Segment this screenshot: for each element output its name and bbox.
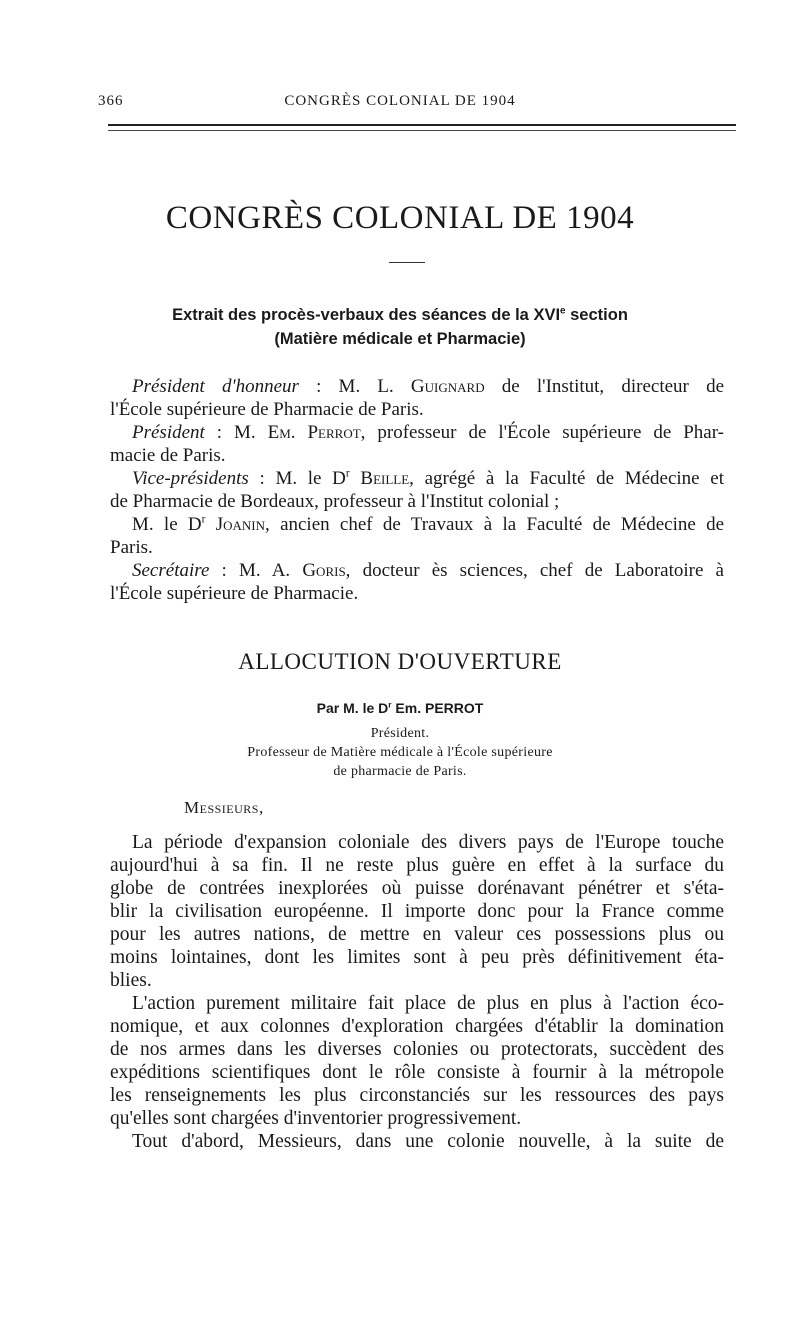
body-line: L'action purement militaire fait place de plus en plus à l'action éco-	[132, 993, 724, 1014]
officer-text: : M. le D	[248, 468, 346, 489]
body-line: blir la civilisation européenne. Il importe donc pour la France comme	[110, 901, 724, 922]
body-line: Tout d'abord, Messieurs, dans une colonie nouvelle, à la suite de	[132, 1131, 724, 1152]
officer-sup: r	[345, 467, 350, 480]
officer-text: , professeur de l'École supérieure de Phar-	[360, 422, 724, 443]
officer-name: Guignard	[410, 376, 485, 397]
body-line: La période d'expansion coloniale des divers pays de l'Europe touche	[132, 832, 724, 853]
officer-text: , ancien chef de Travaux à la Faculté de Médecine de	[265, 514, 724, 535]
author-affiliation-2: de pharmacie de Paris.	[333, 764, 467, 779]
body-line: aujourd'hui à sa fin. Il ne reste plus guère en effet à la surface du	[110, 855, 724, 876]
officer-line	[110, 513, 724, 536]
officer-text: : M. A.	[209, 560, 303, 581]
body-line: blies.	[110, 970, 152, 991]
title-divider	[389, 262, 425, 263]
officer-role: Président d'honneur	[132, 376, 299, 397]
body-text	[110, 831, 724, 1153]
officer-role: Secrétaire	[132, 560, 210, 581]
body-line: nomique, et aux colonnes d'exploration chargées d'établir la domination	[110, 1016, 724, 1037]
officer-name: Goris	[302, 560, 346, 581]
body-line: globe de contrées inexplorées où puisse dorénavant pénétrer et s'éta-	[110, 878, 724, 899]
officer-line: l'École supérieure de Pharmacie.	[110, 583, 359, 604]
page-number: 366	[98, 93, 124, 109]
subtitle-text-end: section	[565, 306, 628, 324]
officer-text: de l'Institut, directeur de	[484, 376, 724, 397]
subtitle-text: Extrait des procès-verbaux des séances de la XVI	[172, 306, 561, 324]
header-rule-thin	[108, 130, 736, 131]
officer-text: , agrégé à la Faculté de Médecine et	[409, 468, 725, 489]
officer-line: l'École supérieure de Pharmacie de Paris.	[110, 399, 424, 420]
body-line: expéditions scientifiques dont le rôle consiste à fournir à la métropole	[110, 1062, 724, 1083]
officers-list	[110, 375, 724, 605]
body-line: les renseignements les plus circonstanciés sur les ressources des pays	[110, 1085, 724, 1106]
officer-line: Paris.	[110, 537, 153, 558]
body-line: pour les autres nations, de mettre en valeur ces possessions plus ou	[110, 924, 724, 945]
officer-name: Joanin	[205, 514, 266, 535]
officer-role: Vice-présidents	[132, 468, 249, 489]
running-title: CONGRÈS COLONIAL DE 1904	[284, 93, 516, 109]
body-line: de nos armes dans les diverses colonies ou protectorats, succèdent des	[110, 1039, 724, 1060]
body-line: qu'elles sont chargées d'inventorier progressivement.	[110, 1108, 522, 1129]
officer-line: macie de Paris.	[110, 445, 226, 466]
header-rule	[108, 124, 736, 126]
subtitle-line-1	[0, 306, 800, 325]
subtitle-line-2: (Matière médicale et Pharmacie)	[274, 330, 526, 348]
author-role: Président.	[370, 726, 430, 741]
officer-line	[110, 559, 724, 582]
body-line: moins lointaines, dont les limites sont à peu près définitivement éta-	[110, 947, 724, 968]
byline-sup: r	[388, 699, 392, 710]
officer-line	[110, 467, 724, 490]
author-affiliation-1: Professeur de Matière médicale à l'École supérieure	[247, 745, 553, 760]
officer-line: de Pharmacie de Bordeaux, professeur à l'Institut colonial ;	[110, 491, 560, 512]
section-title: ALLOCUTION D'OUVERTURE	[238, 649, 562, 674]
officer-name: Beille	[349, 468, 410, 489]
subtitle-sup: e	[560, 305, 566, 317]
byline	[0, 700, 800, 716]
officer-text: M. le D	[132, 514, 202, 535]
officer-text: : M.	[204, 422, 268, 443]
officer-sup: r	[201, 513, 206, 526]
officer-line	[110, 421, 724, 444]
officer-role: Président	[132, 422, 205, 443]
byline-name: Em. PERROT	[391, 700, 484, 716]
officer-text: : M. L.	[298, 376, 411, 397]
officer-line	[110, 375, 724, 398]
officer-text: , docteur ès sciences, chef de Laboratoire à	[345, 560, 724, 581]
page-title: CONGRÈS COLONIAL DE 1904	[165, 200, 635, 236]
salutation: Messieurs,	[184, 798, 264, 817]
byline-text: Par M. le D	[316, 700, 389, 716]
officer-name: Em. Perrot	[267, 422, 361, 443]
